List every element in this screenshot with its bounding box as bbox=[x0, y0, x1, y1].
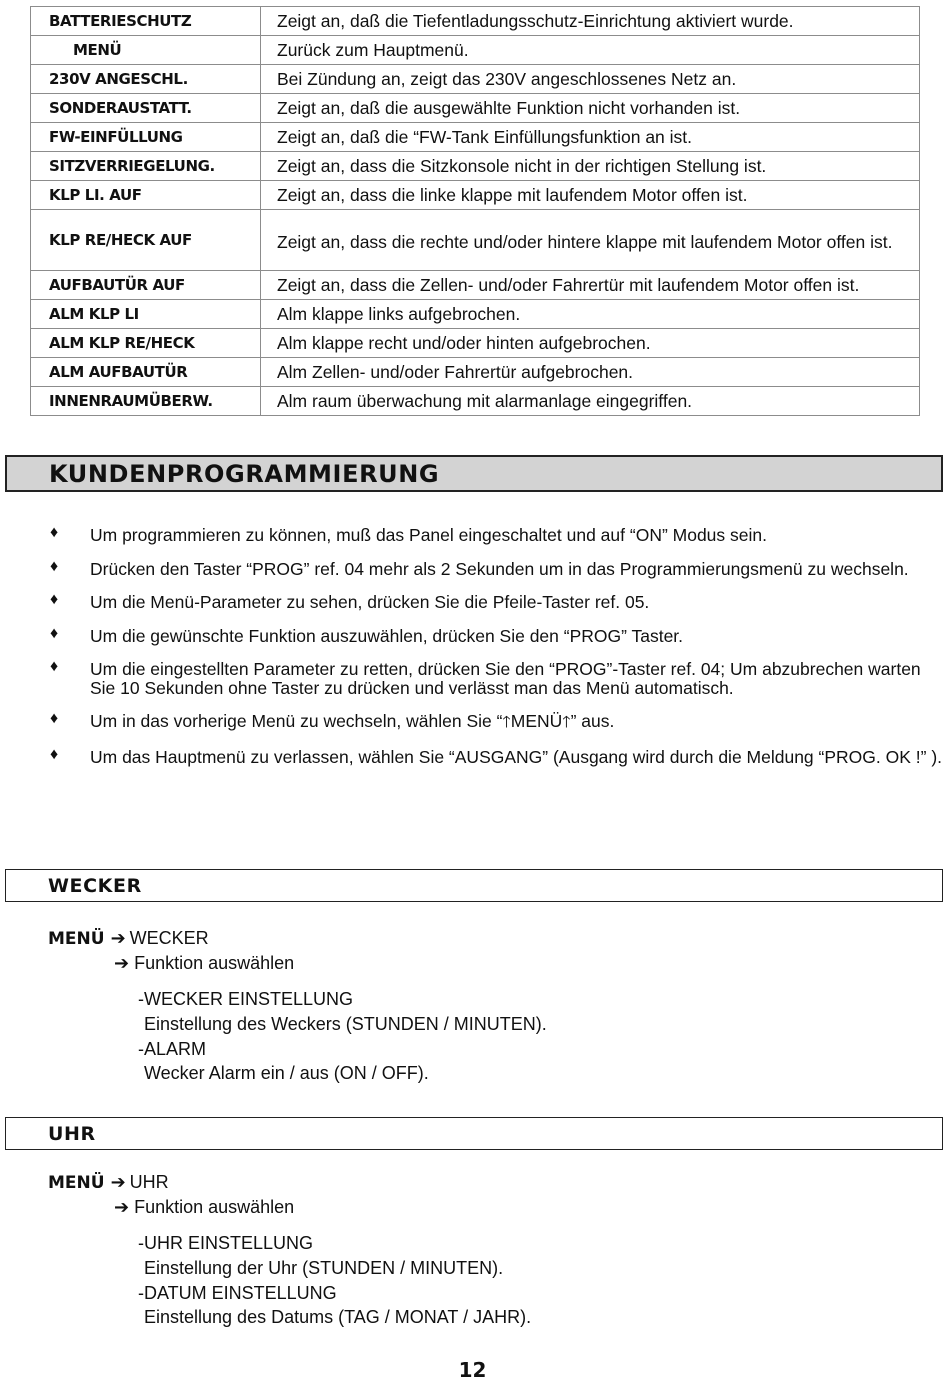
message-key: MENÜ bbox=[31, 36, 261, 65]
message-key: KLP LI. AUF bbox=[31, 181, 261, 210]
up-arrow-icon: 🡑 bbox=[562, 714, 571, 731]
table-row bbox=[31, 271, 920, 300]
table-row bbox=[31, 210, 920, 271]
table-row bbox=[31, 123, 920, 152]
message-text: Alm raum überwachung mit alarmanlage eingegriffen. bbox=[261, 387, 920, 416]
table-row bbox=[31, 329, 920, 358]
menu-target: UHR bbox=[129, 1172, 169, 1192]
message-key: ALM KLP RE/HECK bbox=[31, 329, 261, 358]
message-key: FW-EINFÜLLUNG bbox=[31, 123, 261, 152]
table-row bbox=[31, 358, 920, 387]
message-key: ALM KLP LI bbox=[31, 300, 261, 329]
message-text: Zeigt an, dass die rechte und/oder hintere klappe mit laufendem Motor offen ist. bbox=[261, 210, 920, 271]
table-row bbox=[31, 94, 920, 123]
message-key: KLP RE/HECK AUF bbox=[31, 210, 261, 271]
instruction-list bbox=[0, 526, 950, 781]
section-title-wecker: WECKER bbox=[5, 869, 943, 902]
message-text: Zeigt an, daß die Tiefentladungsschutz-Einrichtung aktiviert wurde. bbox=[261, 7, 920, 36]
diamond-bullet-icon: ♦ bbox=[50, 658, 59, 675]
message-text: Zeigt an, daß die “FW-Tank Einfüllungsfunktion an ist. bbox=[261, 123, 920, 152]
message-text: Zeigt an, dass die linke klappe mit laufendem Motor offen ist. bbox=[261, 181, 920, 210]
message-key: ALM AUFBAUTÜR bbox=[31, 358, 261, 387]
list-item-text: Um die gewünschte Funktion auszuwählen, drücken Sie den “PROG” Taster. bbox=[90, 625, 684, 646]
option-title: -UHR EINSTELLUNG bbox=[138, 1233, 314, 1253]
list-item bbox=[0, 745, 950, 767]
message-key: SONDERAUSTATT. bbox=[31, 94, 261, 123]
menu-label: MENÜ bbox=[48, 929, 105, 949]
list-item-text: Drücken den Taster “PROG” ref. 04 mehr als 2 Sekunden um in das Programmierungsmenü zu wechseln. bbox=[90, 558, 909, 579]
list-item bbox=[0, 557, 950, 579]
message-text: Alm klappe links aufgebrochen. bbox=[261, 300, 920, 329]
message-key: INNENRAUMÜBERW. bbox=[31, 387, 261, 416]
diamond-bullet-icon: ♦ bbox=[50, 624, 59, 642]
menu-select-label: Funktion auswählen bbox=[134, 1197, 295, 1217]
option-title: -WECKER EINSTELLUNG bbox=[138, 989, 354, 1009]
up-arrow-icon: 🡑 bbox=[502, 714, 511, 731]
menu-select bbox=[114, 953, 294, 974]
table-row bbox=[31, 7, 920, 36]
message-text: Alm klappe recht und/oder hinten aufgebrochen. bbox=[261, 329, 920, 358]
menu-target: WECKER bbox=[129, 928, 209, 948]
message-text: Zeigt an, dass die Sitzkonsole nicht in der richtigen Stellung ist. bbox=[261, 152, 920, 181]
section-title-kundenprogrammierung: KUNDENPROGRAMMIERUNG bbox=[5, 455, 943, 492]
list-item bbox=[0, 660, 950, 697]
section-title-uhr: UHR bbox=[5, 1117, 943, 1150]
message-text: Alm Zellen- und/oder Fahrertür aufgebrochen. bbox=[261, 358, 920, 387]
message-key: 230V ANGESCHL. bbox=[31, 65, 261, 94]
right-arrow-icon: ➔ bbox=[114, 1197, 135, 1217]
option-title: -ALARM bbox=[138, 1039, 207, 1059]
list-item-text-before: Um in das vorherige Menü zu wechseln, wählen Sie “ bbox=[90, 711, 503, 731]
option-description: Einstellung des Weckers (STUNDEN / MINUTEN). bbox=[144, 1014, 547, 1034]
message-text: Zeigt an, daß die ausgewählte Funktion nicht vorhanden ist. bbox=[261, 94, 920, 123]
list-item bbox=[0, 712, 950, 733]
menu-path bbox=[48, 928, 209, 949]
list-item bbox=[0, 624, 950, 646]
message-key: AUFBAUTÜR AUF bbox=[31, 271, 261, 300]
diamond-bullet-icon: ♦ bbox=[50, 557, 59, 575]
table-row bbox=[31, 36, 920, 65]
menu-select-label: Funktion auswählen bbox=[134, 953, 295, 973]
table-row bbox=[31, 65, 920, 94]
list-item-menu: MENÜ bbox=[510, 711, 563, 731]
list-item-text: Um die eingestellten Parameter zu retten, drücken Sie den “PROG”-Taster ref. 04; Um abzubrechen warten Sie 10 Sekunden ohne Taster zu drücken und verlässt man das Menü automatisch. bbox=[90, 659, 921, 698]
list-item-text: Um programmieren zu können, muß das Panel eingeschaltet und auf “ON” Modus sein. bbox=[90, 525, 767, 545]
option-description: Einstellung der Uhr (STUNDEN / MINUTEN). bbox=[144, 1258, 504, 1278]
table-row bbox=[31, 387, 920, 416]
option-title: -DATUM EINSTELLUNG bbox=[138, 1283, 337, 1303]
right-arrow-icon: ➔ bbox=[114, 953, 135, 973]
message-table bbox=[30, 6, 920, 416]
table-row bbox=[31, 300, 920, 329]
list-item-text-after: ” aus. bbox=[570, 711, 615, 731]
right-arrow-icon: ➔ bbox=[110, 1172, 126, 1192]
message-key: SITZVERRIEGELUNG. bbox=[31, 152, 261, 181]
list-item-text: Um das Hauptmenü zu verlassen, wählen Sie “AUSGANG” (Ausgang wird durch die Meldung “PROG. OK !” ). bbox=[90, 746, 943, 767]
diamond-bullet-icon: ♦ bbox=[50, 710, 59, 727]
menu-select bbox=[114, 1197, 294, 1218]
message-text: Bei Zündung an, zeigt das 230V angeschlossenes Netz an. bbox=[261, 65, 920, 94]
list-item bbox=[0, 593, 950, 612]
diamond-bullet-icon: ♦ bbox=[50, 745, 59, 763]
message-key: BATTERIESCHUTZ bbox=[31, 7, 261, 36]
list-item-text: Um die Menü-Parameter zu sehen, drücken Sie die Pfeile-Taster ref. 05. bbox=[90, 592, 650, 612]
message-text: Zeigt an, dass die Zellen- und/oder Fahrertür mit laufendem Motor offen ist. bbox=[261, 271, 920, 300]
message-text: Zurück zum Hauptmenü. bbox=[261, 36, 920, 65]
diamond-bullet-icon: ♦ bbox=[50, 524, 59, 541]
menu-label: MENÜ bbox=[48, 1173, 105, 1193]
table-row bbox=[31, 152, 920, 181]
menu-path bbox=[48, 1172, 169, 1193]
option-description: Einstellung des Datums (TAG / MONAT / JAHR). bbox=[144, 1307, 532, 1327]
diamond-bullet-icon: ♦ bbox=[50, 591, 59, 608]
page-number: 12 bbox=[458, 1358, 487, 1382]
right-arrow-icon: ➔ bbox=[110, 928, 126, 948]
option-description: Wecker Alarm ein / aus (ON / OFF). bbox=[144, 1063, 429, 1083]
list-item bbox=[0, 526, 950, 545]
table-row bbox=[31, 181, 920, 210]
